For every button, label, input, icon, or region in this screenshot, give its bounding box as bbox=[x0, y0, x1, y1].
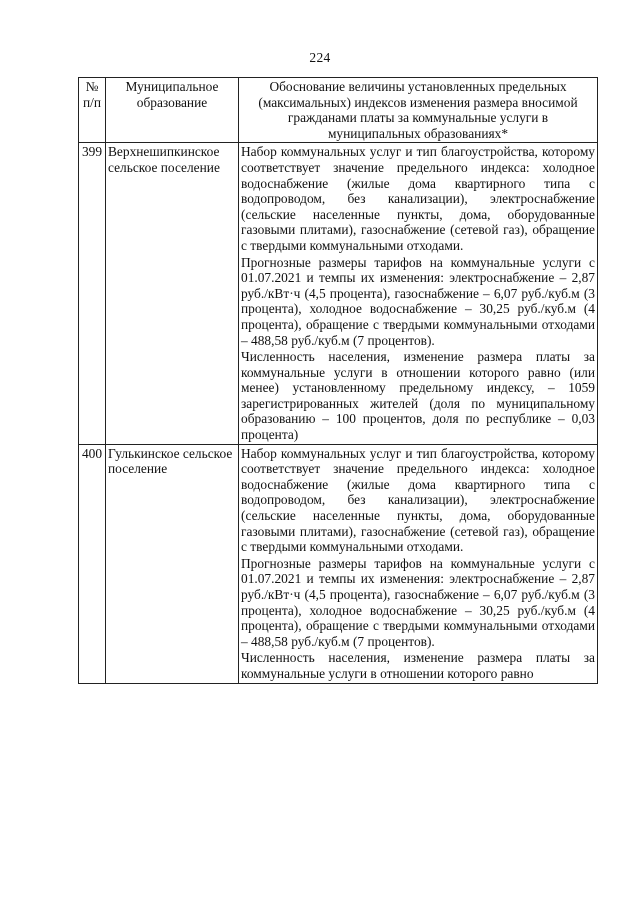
table-row bbox=[79, 143, 598, 444]
header-justification: Обоснование величины установленных предельных (максимальных) индексов изменения размера вносимой гражданами платы за коммунальные услуги в муниципальных образованиях* bbox=[239, 78, 598, 143]
population-paragraph: Численность населения, изменение размера платы за коммунальные услуги в отношении которого равно bbox=[241, 650, 595, 681]
population-paragraph: Численность населения, изменение размера платы за коммунальные услуги в отношении которого равно (или менее) установленному предельному индексу, – 1059 зарегистрированных жителей (доля по муниципальному образованию – 100 процентов, доля по республике – 0,03 процента) bbox=[241, 349, 595, 443]
row-number: 400 bbox=[79, 444, 106, 683]
utility-set-paragraph: Набор коммунальных услуг и тип благоустройства, которому соответствует значение предельного индекса: холодное водоснабжение (жилые дома квартирного типа с водопроводом, без канализации), электроснабжение (сельские населенные пункты, дома, оборудованные газовыми плитами), газоснабжение (сетевой газ), обращение с твердыми коммунальными отходами. bbox=[241, 445, 595, 555]
header-municipality: Муниципальное образование bbox=[106, 78, 239, 143]
municipality-name: Верхнешипкинское сельское поселение bbox=[106, 143, 239, 444]
municipality-name: Гулькинское сельское поселение bbox=[106, 444, 239, 683]
page-number: 224 bbox=[309, 50, 331, 65]
table-row bbox=[79, 444, 598, 683]
tariff-index-table bbox=[78, 77, 598, 684]
header-number: № п/п bbox=[79, 78, 106, 143]
utility-set-paragraph: Набор коммунальных услуг и тип благоустройства, которому соответствует значение предельного индекса: холодное водоснабжение (жилые дома квартирного типа с водопроводом, без канализации), электроснабжение (сельские населенные пункты, дома, оборудованные газовыми плитами), газоснабжение (сетевой газ), обращение с твердыми коммунальными отходами. bbox=[241, 144, 595, 253]
table-header-row bbox=[79, 78, 598, 143]
row-number: 399 bbox=[79, 143, 106, 444]
tariff-forecast-paragraph: Прогнозные размеры тарифов на коммунальные услуги с 01.07.2021 и темпы их изменения: электроснабжение – 2,87 руб./кВт·ч (4,5 процента), газоснабжение – 6,07 руб./куб.м (3 процента), холодное водоснабжение – 30,25 руб./куб.м (4 процента), обращение с твердыми коммунальными отходами – 488,58 руб./куб.м (7 процентов). bbox=[241, 254, 595, 348]
justification-cell bbox=[239, 444, 598, 683]
justification-cell bbox=[239, 143, 598, 444]
tariff-forecast-paragraph: Прогнозные размеры тарифов на коммунальные услуги с 01.07.2021 и темпы их изменения: электроснабжение – 2,87 руб./кВт·ч (4,5 процента), газоснабжение – 6,07 руб./куб.м (3 процента), холодное водоснабжение – 30,25 руб./куб.м (4 процента), обращение с твердыми коммунальными отходами – 488,58 руб./куб.м (7 процентов). bbox=[241, 555, 595, 649]
